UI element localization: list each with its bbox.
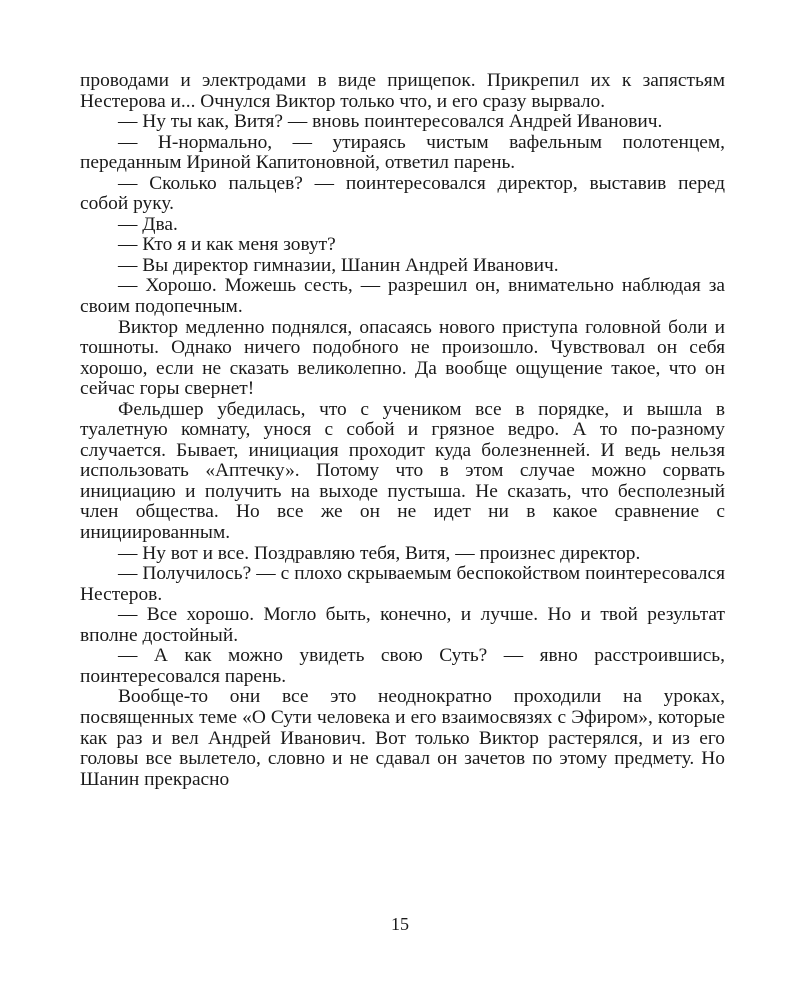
page-number: 15	[391, 914, 409, 934]
paragraph-14: Вообще-то они все это неоднократно проходили на уроках, посвященных теме «О Сути человека и его взаимосвязях с Эфиром», которые как раз и вел Андрей Иванович. Вот только Виктор растерялся, и из его головы все вылетело, словно и не сдавал он зачетов по этому предмету. Но Шанин прекрасно	[80, 686, 725, 790]
paragraph-2: — Н-нормально, — утираясь чистым вафельным полотенцем, переданным Ириной Капитоновной, ответил парень.	[80, 131, 725, 174]
paragraph-13: — А как можно увидеть свою Суть? — явно расстроившись, поинтересовался парень.	[80, 645, 725, 687]
paragraph-5: — Кто я и как меня зовут?	[118, 234, 336, 256]
paragraph-4: — Два.	[118, 213, 178, 235]
paragraph-7: — Хорошо. Можешь сесть, — разрешил он, внимательно наблюдая за своим подопечным.	[80, 275, 725, 318]
paragraph-1: — Ну ты как, Витя? — вновь поинтересовался Андрей Иванович.	[118, 111, 663, 133]
paragraph-3: — Сколько пальцев? — поинтересовался директор, выставив перед собой руку.	[80, 172, 725, 215]
paragraph-0: проводами и электродами в виде прищепок. Прикрепил их к запястьям Нестерова и... Очнулся Виктор только что, и его сразу вырвало.	[80, 70, 725, 112]
paragraph-6: — Вы директор гимназии, Шанин Андрей Иванович.	[118, 254, 559, 276]
paragraph-11: — Получилось? — с плохо скрываемым беспокойством поинтересовался Нестеров.	[80, 563, 725, 605]
paragraph-9: Фельдшер убедилась, что с учеником все в порядке, и вышла в туалетную комнату, унося с собой и грязное ведро. А то по-разному случается. Бывает, инициация проходит куда болезненней. И ведь нельзя использовать «Аптечку». Потому что в этом случае можно сорвать инициацию и получить на выходе пустыша. Не сказать, что бесполезный член общества. Но все же он не идет ни в какое сравнение с инициированным.	[80, 398, 725, 544]
paragraph-8: Виктор медленно поднялся, опасаясь нового приступа головной боли и тошноты. Однако ничего подобного не произошло. Чувствовал он себя хорошо, если не сказать великолепно. Да вообще ощущение такое, что он сейчас горы свернет!	[80, 316, 725, 400]
paragraph-10: — Ну вот и все. Поздравляю тебя, Витя, — произнес директор.	[118, 542, 641, 564]
page-body	[80, 71, 725, 790]
paragraph-12: — Все хорошо. Могло быть, конечно, и лучше. Но и твой результат вполне достойный.	[80, 604, 725, 646]
